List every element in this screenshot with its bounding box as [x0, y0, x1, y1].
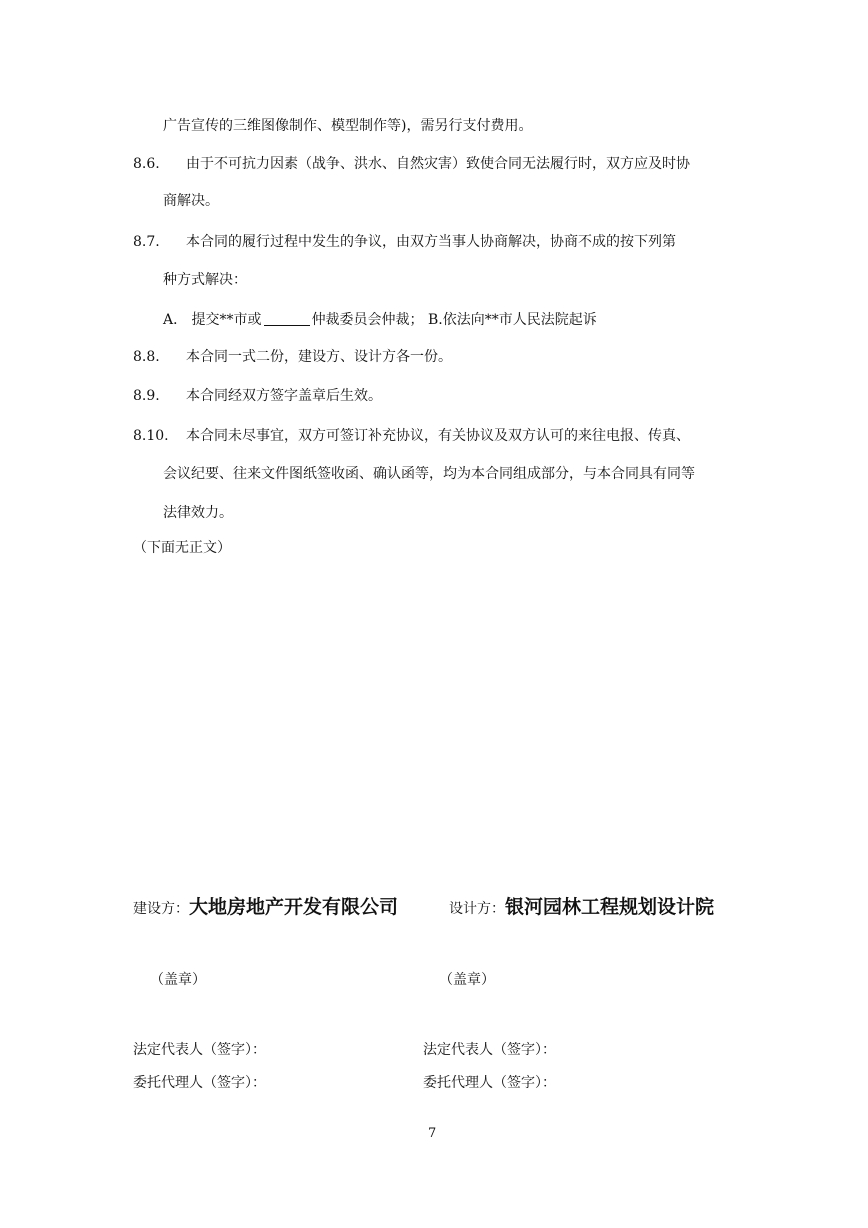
option-a-tail: 仲裁委员会仲裁； B.依法向**市人民法院起诉: [311, 312, 597, 328]
party-a-line: [133, 896, 398, 920]
clause-number: 8.7.: [133, 234, 160, 250]
legal-rep-b: 法定代表人（签字）：: [423, 1042, 556, 1058]
clause-number: 8.6.: [133, 156, 160, 172]
agent-b: 委托代理人（签字）：: [423, 1075, 556, 1091]
page-number: 7: [428, 1126, 437, 1141]
clause-text: 由于不可抗力因素（战争、洪水、自然灾害）致使合同无法履行时，双方应及时协: [186, 156, 690, 172]
agent-a: 委托代理人（签字）：: [133, 1075, 266, 1091]
clause-8-6-line2: 商解决。: [163, 193, 219, 209]
party-b-line: [449, 896, 714, 920]
clause-8-10-line2: 会议纪要、往来文件图纸签收函、确认函等，均为本合同组成部分，与本合同具有同等: [163, 466, 695, 482]
clause-text: 本合同的履行过程中发生的争议，由双方当事人协商解决，协商不成的按下列第: [186, 234, 676, 250]
party-b-name: 银河园林工程规划设计院: [505, 896, 715, 918]
clause-number: 8.8.: [133, 349, 160, 365]
clause-text: 本合同一式二份，建设方、设计方各一份。: [186, 349, 452, 365]
clause-text: 本合同未尽事宜，双方可签订补充协议，有关协议及双方认可的来往电报、传真、: [186, 428, 690, 444]
clause-8-7-option: [163, 310, 597, 330]
clause-8-7-line2: 种方式解决：: [163, 272, 247, 288]
clause-number: 8.10.: [133, 428, 169, 444]
legal-rep-a: 法定代表人（签字）：: [133, 1042, 266, 1058]
clause-8-10-line3: 法律效力。: [163, 505, 233, 521]
clause-8-5-continuation: 广告宣传的三维图像制作、模型制作等)，需另行支付费用。: [163, 118, 533, 134]
clause-text: 本合同经双方签字盖章后生效。: [186, 388, 382, 404]
party-b-label: 设计方：: [449, 901, 505, 917]
party-a-name: 大地房地产开发有限公司: [189, 896, 399, 918]
seal-b: （盖章）: [439, 972, 495, 988]
seal-a: （盖章）: [150, 972, 206, 988]
option-a-text: A． 提交**市或: [163, 312, 262, 328]
fill-in-blank: [264, 311, 310, 326]
party-a-label: 建设方：: [133, 901, 189, 917]
no-text-below-note: （下面无正文）: [133, 540, 231, 556]
clause-number: 8.9.: [133, 388, 160, 404]
